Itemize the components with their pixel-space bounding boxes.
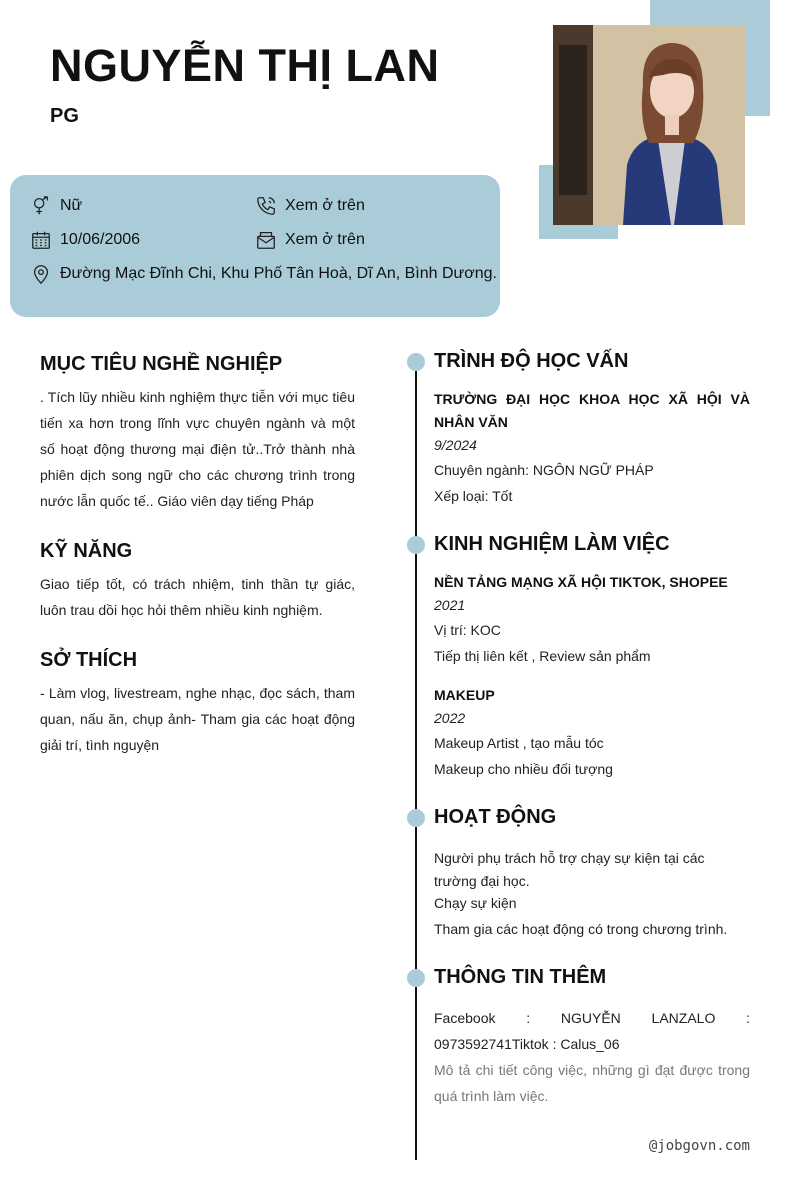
timeline-dot-experience xyxy=(407,536,425,554)
activities-line: Người phụ trách hỗ trợ chạy sự kiện tại các trường đại học. xyxy=(434,850,705,889)
contact-birthday xyxy=(30,229,140,251)
birthday-value: 10/06/2006 xyxy=(60,231,141,248)
phone-icon xyxy=(255,195,277,217)
gender-icon xyxy=(30,195,52,217)
education-major: Chuyên ngành: NGÔN NGỮ PHÁP xyxy=(434,462,654,478)
mail-icon xyxy=(255,229,277,251)
hobbies-text: - Làm vlog, livestream, nghe nhạc, đọc sách, tham quan, nấu ăn, chụp ảnh- Tham gia các hoạt động giải trí, tình nguyện xyxy=(40,685,355,753)
timeline-line xyxy=(415,355,417,1160)
calendar-icon xyxy=(30,229,52,251)
candidate-role: PG xyxy=(50,105,79,127)
experience-title: KINH NGHIỆM LÀM VIỆC xyxy=(434,533,670,555)
activities-line: Tham gia các hoạt động có trong chương trình. xyxy=(434,921,728,937)
job-date: 2021 xyxy=(434,597,466,613)
timeline-dot-additional xyxy=(407,969,425,987)
job-company: NỀN TẢNG MẠNG XÃ HỘI TIKTOK, SHOPEE xyxy=(434,574,728,590)
education-grade: Xếp loại: Tốt xyxy=(434,488,513,504)
objective-text: . Tích lũy nhiều kinh nghiệm thực tiễn với mục tiêu tiến xa hơn trong lĩnh vực chuyên ngành và một số hoạt động thương mại điện tử..Trở thành nhà phiên dịch song ngữ cho các chương trình trong nước lẫn quốc tế.. Giáo viên dạy tiếng Pháp xyxy=(40,389,355,509)
location-pin-icon xyxy=(30,263,52,285)
contact-phone xyxy=(255,195,365,217)
additional-hint: Mô tả chi tiết công việc, những gì đạt được trong quá trình làm việc. xyxy=(434,1062,750,1104)
watermark: @jobgovn.com xyxy=(648,1138,750,1154)
gender-value: Nữ xyxy=(60,197,83,214)
timeline-dot-education xyxy=(407,353,425,371)
hobbies-title: SỞ THÍCH xyxy=(40,649,138,671)
contact-info-panel xyxy=(10,175,500,317)
additional-title: THÔNG TIN THÊM xyxy=(434,966,607,988)
candidate-name: NGUYỄN THỊ LAN xyxy=(50,40,440,91)
education-date: 9/2024 xyxy=(434,437,477,453)
job-detail: Vị trí: KOC xyxy=(434,622,501,638)
skills-title: KỸ NĂNG xyxy=(40,540,133,562)
contact-gender xyxy=(30,195,82,217)
additional-text: Facebook : NGUYỄN LANZALO : 0973592741Tiktok : Calus_06 xyxy=(434,1010,750,1052)
objective-title: MỤC TIÊU NGHỀ NGHIỆP xyxy=(40,353,283,375)
timeline-dot-activities xyxy=(407,809,425,827)
job-detail: Tiếp thị liên kết , Review sản phẩm xyxy=(434,648,651,664)
profile-photo xyxy=(553,25,745,225)
email-value: Xem ở trên xyxy=(285,231,365,248)
contact-email xyxy=(255,229,365,251)
profile-photo-illustration xyxy=(553,25,745,225)
job-company: MAKEUP xyxy=(434,687,495,703)
activities-line: Chạy sự kiện xyxy=(434,895,517,911)
job-detail: Makeup cho nhiều đối tượng xyxy=(434,761,613,777)
contact-address xyxy=(30,263,497,285)
job-detail: Makeup Artist , tạo mẫu tóc xyxy=(434,735,604,751)
education-school: TRƯỜNG ĐẠI HỌC KHOA HỌC XÃ HỘI VÀ NHÂN VĂN xyxy=(434,391,750,430)
job-date: 2022 xyxy=(434,710,466,726)
activities-title: HOẠT ĐỘNG xyxy=(434,806,557,828)
address-value: Đường Mạc Đĩnh Chi, Khu Phố Tân Hoà, Dĩ An, Bình Dương. xyxy=(60,265,497,282)
education-title: TRÌNH ĐỘ HỌC VẤN xyxy=(434,350,629,372)
phone-value: Xem ở trên xyxy=(285,197,365,214)
skills-text: Giao tiếp tốt, có trách nhiệm, tinh thần tự giác, luôn trau dồi học hỏi thêm nhiều kinh nghiệm. xyxy=(40,576,355,618)
